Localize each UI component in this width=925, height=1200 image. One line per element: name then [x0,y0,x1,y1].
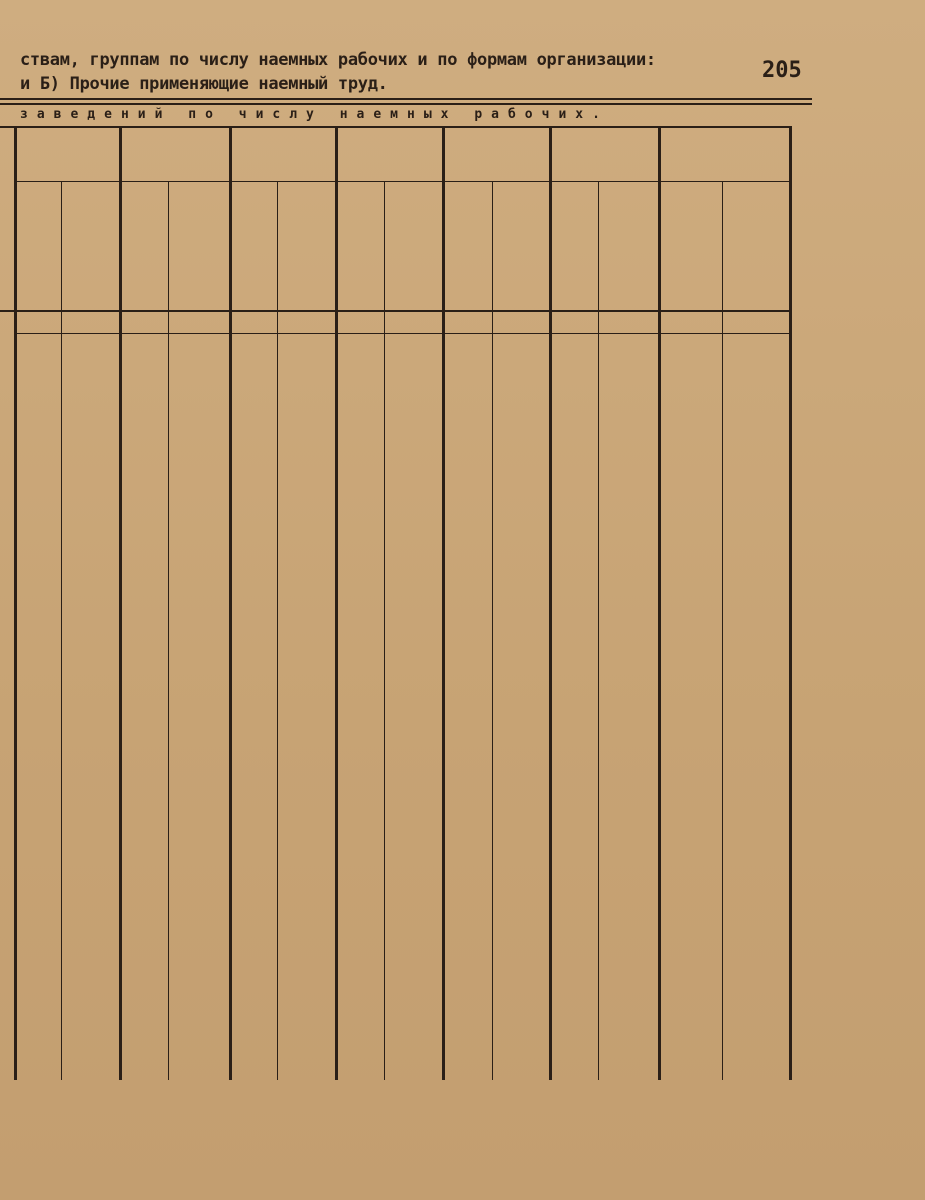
column-divider [384,181,385,1080]
column-divider [335,126,338,1080]
subhead-workers [512,186,530,306]
subhead-workers [747,186,765,306]
column-divider [277,181,278,1080]
column-divider [658,126,661,1080]
column-divider [119,126,122,1080]
header-line-1: ствам, группам по числу наемных рабочих и по формам организации: [20,50,656,70]
subhead-establishments [557,186,591,306]
column-number-line-bottom [15,333,790,334]
column-divider [229,126,232,1080]
subhead-workers [405,186,423,306]
subhead-workers [620,186,638,306]
column-divider [61,181,62,1080]
group-header-line [15,181,790,182]
column-divider [598,181,599,1080]
table-subtitle: заведений по числу наемных рабочих. [20,107,609,122]
header-rule-top [0,98,812,100]
page-number: 205 [762,58,802,83]
subhead-establishments [343,186,377,306]
subhead-workers [82,186,100,306]
subhead-establishments [451,186,485,306]
column-divider [722,181,723,1080]
column-divider [492,181,493,1080]
subhead-workers [298,186,316,306]
header-line-2: и Б) Прочие применяющие наемный труд. [20,74,388,94]
column-divider [789,126,792,1080]
column-divider [14,126,17,1080]
subhead-establishments [674,186,708,306]
subhead-establishments [237,186,271,306]
subhead-establishments [21,186,55,306]
column-divider [549,126,552,1080]
page-header [20,48,720,96]
header-rule-bottom [0,103,812,105]
subhead-establishments [127,186,161,306]
column-divider [442,126,445,1080]
subhead-workers [190,186,208,306]
column-divider [168,181,169,1080]
